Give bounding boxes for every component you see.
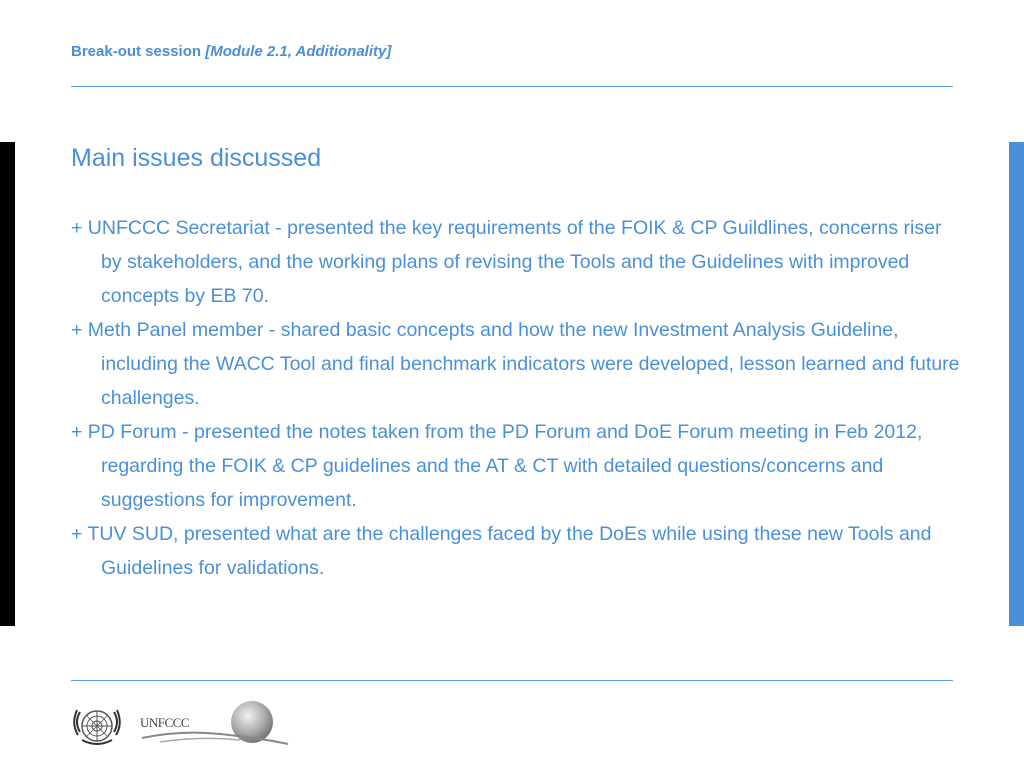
unfccc-logo-text: UNFCCC xyxy=(140,715,190,730)
footer-divider xyxy=(71,680,953,681)
bullet-item-pd-forum: + PD Forum - presented the notes taken from the PD Forum and DoE Forum meeting in Feb 2012, regarding the FOIK & CP guidelines and the AT & CT with detailed questions/concerns and suggestions for improvement. xyxy=(71,421,923,511)
unfccc-logo-icon xyxy=(140,700,290,752)
slide-title: Main issues discussed xyxy=(71,144,322,172)
bullet-item-meth-panel: + Meth Panel member - shared basic concepts and how the new Investment Analysis Guideline, including the WACC Tool and final benchmark indicators were developed, lesson learned and future challenges. xyxy=(71,319,960,409)
bullet-item-unfccc-secretariat: + UNFCCC Secretariat - presented the key requirements of the FOIK & CP Guildlines, concerns riser by stakeholders, and the working plans of revising the Tools and the Guidelines with improved concepts by EB 70. xyxy=(71,217,942,307)
left-accent-bar xyxy=(0,142,15,626)
right-accent-bar xyxy=(1009,142,1024,626)
bullet-list xyxy=(71,211,961,585)
header-divider xyxy=(71,86,953,87)
slide-header xyxy=(71,43,391,60)
un-emblem-icon xyxy=(70,702,124,750)
session-label: Break-out session xyxy=(71,43,202,60)
module-label: [Module 2.1, Additionality] xyxy=(205,43,392,60)
bullet-item-tuv-sud: + TUV SUD, presented what are the challenges faced by the DoEs while using these new Tools and Guidelines for validations. xyxy=(71,523,932,579)
